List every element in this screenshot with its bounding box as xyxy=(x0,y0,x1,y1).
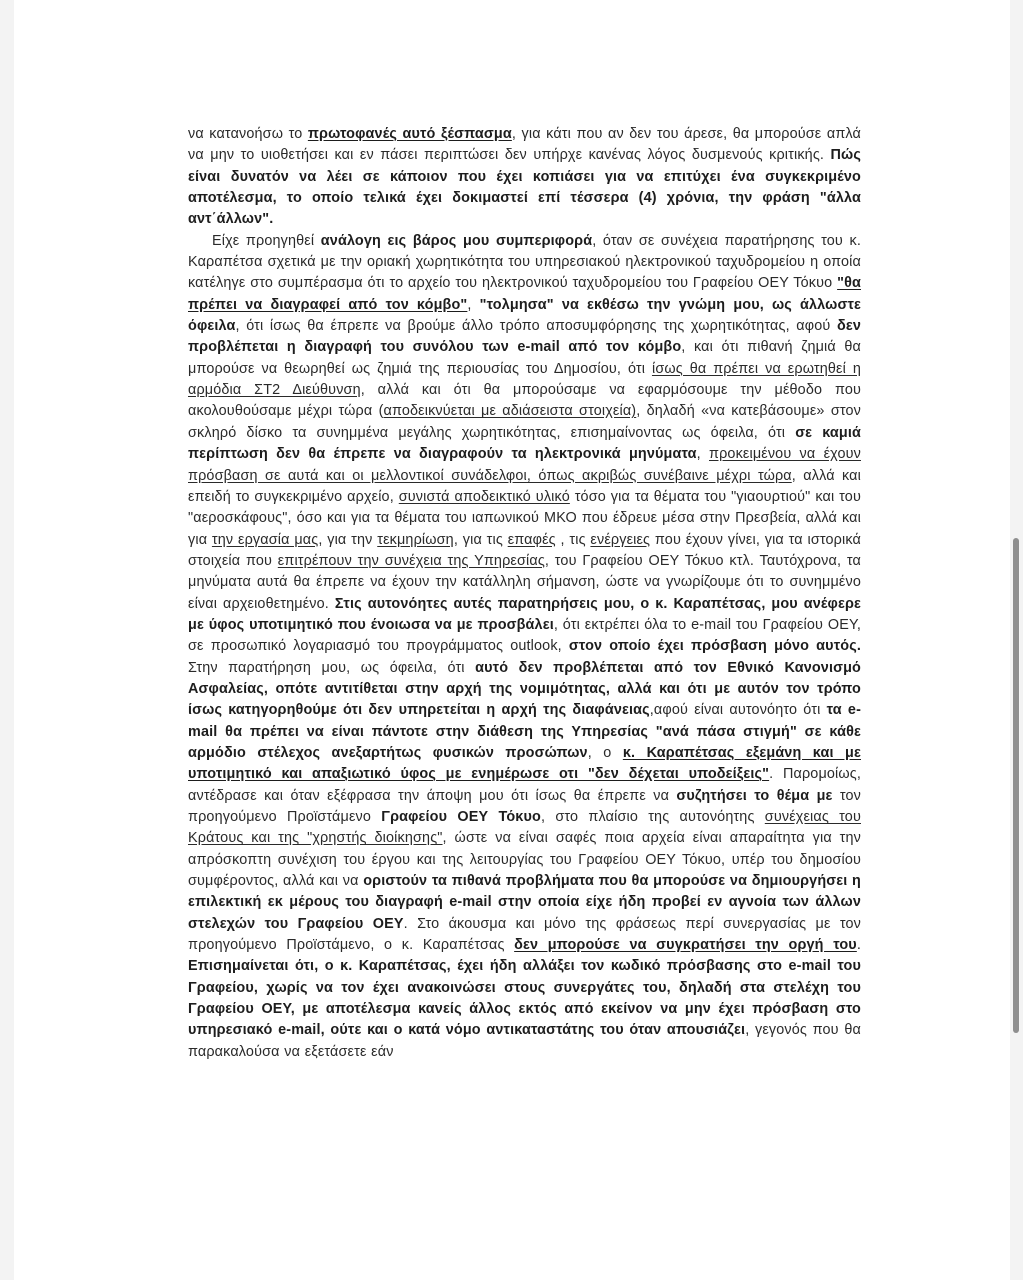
text-run: , γεγονός που θα παρακαλούσα να εξετάσετε εάν xyxy=(188,1022,861,1060)
text-run: , και ότι πιθανή ζημιά θα μπορούσε να θεωρηθεί ως ζημιά της περιουσίας του Δημοσίου, ότι xyxy=(188,339,862,377)
text-run: ενέργειες xyxy=(590,531,651,548)
text-run: Γραφείου ΟΕΥ Τόκυο xyxy=(381,809,541,825)
paragraph-2 xyxy=(188,231,861,1063)
text-run: Επισημαίνεται ότι, ο κ. Καραπέτσας, έχει ήδη αλλάξει τον κωδικό πρόσβασης στο e-mail του Γραφείου, χωρίς να τον έχει ανακοινώσει στους συνεργάτες του, δηλαδή στα στελέχη του Γραφείου ΟΕΥ, με αποτέλεσμα κανείς άλλος εκτός από εκείνον να μην έχει πρόσβαση στο υπηρεσιακό e-mail, ούτε και ο κατά νόμο αντικαταστάτης του όταν απουσιάζει xyxy=(188,958,861,1039)
text-run: επιτρέπουν την συνέχεια της Υπηρεσίας xyxy=(277,552,545,569)
text-run: τα e-mail θα πρέπει να είναι πάντοτε στην διάθεση της Υπηρεσίας "ανά πάσα στιγμή" σε κάθε αρμόδιο στέλεχος ανεξαρτήτως φυσικών προσώπων xyxy=(188,702,862,761)
text-run: , ότι εκτρέπει όλα το e-mail του Γραφείου ΟΕΥ, σε προσωπικό λογαριασμό του προγράμματος outlook, xyxy=(188,616,862,655)
text-run: , αλλά και επειδή το συγκεκριμένο αρχείο, xyxy=(188,467,861,505)
text-run: συνιστά αποδεικτικό υλικό xyxy=(398,488,570,505)
text-run: , αλλά και ότι θα μπορούσαμε να εφαρμόσουμε την μέθοδο που ακολουθούσαμε μέχρι τώρα ( xyxy=(188,382,861,420)
text-run: , xyxy=(696,446,709,463)
text-run: στον οποίο έχει πρόσβαση μόνο αυτός. xyxy=(568,638,861,655)
text-run: ίσως θα πρέπει να ερωτηθεί η αρμόδια ΣΤ2 Διεύθυνση xyxy=(188,360,861,399)
text-run: προκειμένου να έχουν πρόσβαση σε αυτά και οι μελλοντικοί συνάδελφοι, όπως ακριβώς συνέβαινε μέχρι τώρα xyxy=(188,446,861,484)
text-run: , για την xyxy=(318,531,378,548)
text-run: σε καμιά περίπτωση δεν θα έπρεπε να διαγραφούν τα ηλεκτρονικά μηνύματα xyxy=(188,424,861,463)
text-run: , για τις xyxy=(453,531,508,548)
text-run: , τις xyxy=(555,531,591,548)
paragraph-1 xyxy=(188,124,861,231)
document-body xyxy=(188,124,861,1063)
text-run: που έχουν γίνει, για τα ιστορικά στοιχεία που xyxy=(188,531,861,569)
text-run: , δηλαδή «να κατεβάσουμε» στον σκληρό δίσκο τα συνημμένα μεγάλης χωρητικότητας, επισημαίνοντας ως όφειλα, ότι xyxy=(188,403,861,441)
text-run: , ώστε να είναι σαφές ποια αρχεία είναι απαραίτητα για την απρόσκοπτη συνέχιση του έργου και της λειτουργίας του Γραφείου ΟΕΥ Τόκυο, υπέρ του δημοσίου συμφέροντος, αλλά και να xyxy=(188,830,861,890)
text-run: ανάλογη εις βάρος μου συμπεριφορά xyxy=(320,232,593,249)
text-run: , για κάτι που αν δεν του άρεσε, θα μπορούσε απλά να μην το υιοθετήσει και εν πάσει περιπτώσει δεν υπήρχε κανένας λόγος δυσμενούς κριτικής. xyxy=(188,126,861,164)
text-run: ,αφού είναι αυτονόητο ότι xyxy=(649,702,827,719)
text-run: , xyxy=(467,296,480,313)
text-run: Είχε προηγηθεί xyxy=(212,232,321,249)
text-run: . Στο άκουσμα και μόνο της φράσεως περί συνεργασίας με τον προηγούμενο Προϊστάμενο, ο κ. Καραπέτσας xyxy=(188,915,861,954)
text-run: δεν προβλέπεται η διαγραφή του συνόλου των e-mail από τον κόμβο xyxy=(188,318,861,356)
text-run: πρωτοφανές αυτό ξέσπασμα xyxy=(307,126,512,142)
text-run: "θα πρέπει να διαγραφεί από τον κόμβο" xyxy=(188,275,861,313)
text-run: τόσο για τα θέματα του "γιαουρτιού" και του "αεροσκάφους", όσο και για τα θέματα του ιαπωνικού ΜΚΟ που έδρευε μέσα στην Πρεσβεία, αλλά και για xyxy=(188,488,861,548)
text-run: , ο xyxy=(587,744,623,761)
text-run: αποδεικνύεται με αδιάσειστα στοιχεία) xyxy=(383,403,637,420)
vertical-scrollbar[interactable] xyxy=(1013,538,1019,1033)
text-run: την εργασία μας xyxy=(211,531,319,548)
text-run: να κατανοήσω το xyxy=(188,126,308,142)
text-run: δεν μπορούσε να συγκρατήσει την οργή του xyxy=(514,937,857,954)
text-run: κ. Καραπέτσας εξεμάνη και με υποτιμητικό και απαξιωτικό ύφος με ενημέρωσε οτι "δεν δέχεται υποδείξεις" xyxy=(188,744,861,783)
text-run: τον προηγούμενο Προϊστάμενο xyxy=(188,787,861,825)
text-run: συζητήσει το θέμα με xyxy=(676,787,833,804)
text-run: , όταν σε συνέχεια παρατήρησης του κ. Καραπέτσα σχετικά με την οριακή χωρητικότητα του υπηρεσιακού ηλεκτρονικού ταχυδρομείου η οποία κατέληγε στο συμπέρασμα ότι το αρχείο του ηλεκτρονικού ταχυδρομείου του Γραφείου ΟΕΥ Τόκυο xyxy=(188,232,861,292)
text-run: Στις αυτονόητες αυτές παρατηρήσεις μου, ο κ. Καραπέτσας, μου ανέφερε με ύφος υποτιμητικό που ένοιωσα να με προσβάλει xyxy=(188,595,862,633)
text-run: , στο πλαίσιο της αυτονόητης xyxy=(540,809,765,825)
text-run: , ότι ίσως θα έπρεπε να βρούμε άλλο τρόπο αποσυμφόρησης της χωρητικότητας, αφού xyxy=(235,318,837,335)
text-run: . xyxy=(856,937,861,954)
text-run: τεκμηρίωση xyxy=(377,531,454,548)
text-run: αυτό δεν προβλέπεται από τον Εθνικό Κανονισμό Ασφαλείας, οπότε αντιτίθεται στην αρχή της νομιμότητας, αλλά και ότι με αυτόν τον τρόπο ίσως κατηγορηθούμε ότι δεν υπηρετείται η αρχή της διαφάνειας xyxy=(188,659,861,719)
text-run: επαφές xyxy=(507,531,556,548)
text-run: Στην παρατήρηση μου, ως όφειλα, ότι xyxy=(188,659,476,676)
text-run: Πώς είναι δυνατόν να λέει σε κάποιον που έχει κοπιάσει για να επιτύχει ένα συγκεκριμένο αποτέλεσμα, το οποίο τελικά έχει δοκιμαστεί επί τέσσερα (4) χρόνια, την φράση "άλλα αντ΄άλλων". xyxy=(188,147,861,228)
text-run: "τολμησα" να εκθέσω την γνώμη μου, ως άλλωστε όφειλα xyxy=(188,296,861,335)
text-run: συνέχειας του Κράτους και της "χρηστής διοίκησης" xyxy=(188,809,861,847)
text-run: οριστούν τα πιθανά προβλήματα που θα μπορούσε να δημιουργήσει η επιλεκτική εκ μέρους του διαγραφή e-mail στην οποία είχε ήδη προβεί εν αγνοία των άλλων στελεχών του Γραφείου ΟΕΥ xyxy=(188,873,861,932)
text-run: , του Γραφείου ΟΕΥ Τόκυο κτλ. Ταυτόχρονα, τα μηνύματα αυτά θα έπρεπε να έχουν την κατάλληλη σήμανση, ώστε να γνωρίζουμε ότι το συνημμένο είναι αρχειοθετημένο. xyxy=(188,552,861,612)
text-run: . Παρομοίως, αντέδρασε και όταν εξέφρασα την άποψη μου ότι ίσως θα έπρεπε να xyxy=(188,766,862,804)
